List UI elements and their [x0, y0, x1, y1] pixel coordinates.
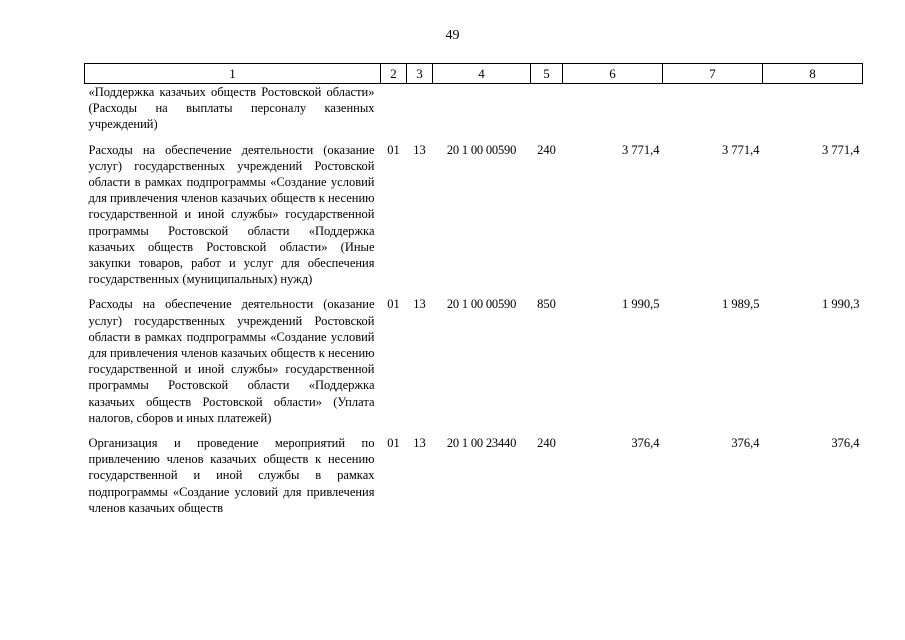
budget-table: [84, 63, 863, 516]
row-section: 01: [387, 297, 400, 312]
header-row: [85, 64, 863, 84]
row-expense-type: 240: [537, 142, 556, 157]
row-target-code: 20 1 00 00590: [446, 142, 517, 157]
table-row: [85, 142, 863, 297]
row-section: 01: [387, 436, 400, 451]
row-description: Расходы на обеспечение деятельности (оказание услуг) государственных учреждений Ростовской области в рамках подпрограммы «Создание условий для привлечения членов казачьих обществ к несению государственной и иной службы» государственной программы Ростовской области «Поддержка казачьих обществ Ростовской области» (Иные закупки товаров, работ и услуг для обеспечения государственных (муниципальных) нужд): [88, 142, 375, 287]
table-body: [85, 84, 863, 517]
header-col-2: 2: [381, 64, 407, 84]
table-row: [85, 296, 863, 435]
table-row: [85, 435, 863, 516]
row-amount-col8: 3 771,4: [822, 142, 860, 157]
row-expense-type: [531, 84, 563, 142]
row-amount-col7: [663, 84, 763, 142]
header-col-3: 3: [407, 64, 433, 84]
header-col-4: 4: [433, 64, 531, 84]
row-subsection: 13: [413, 436, 426, 451]
row-amount-col7: 1 989,5: [722, 297, 760, 312]
row-amount-col6: 1 990,5: [622, 297, 660, 312]
row-description: Организация и проведение мероприятий по привлечению членов казачьих обществ к несению государственной и иной службы в рамках подпрограммы «Создание условий для привлечения членов казачьих обществ: [88, 436, 375, 515]
row-amount-col7: 376,4: [731, 436, 760, 451]
row-section: [381, 84, 407, 142]
row-section: 01: [387, 142, 400, 157]
row-amount-col8: [763, 84, 863, 142]
header-col-6: 6: [563, 64, 663, 84]
page-number: 49: [445, 28, 460, 43]
table-header: [85, 64, 863, 84]
row-target-code: [433, 84, 531, 142]
row-expense-type: 240: [537, 436, 556, 451]
row-amount-col6: 3 771,4: [622, 142, 660, 157]
row-amount-col8: 1 990,3: [822, 297, 860, 312]
row-target-code: 20 1 00 00590: [446, 297, 517, 312]
header-col-5: 5: [531, 64, 563, 84]
row-amount-col6: [563, 84, 663, 142]
row-subsection: [407, 84, 433, 142]
table-row: [85, 84, 863, 142]
row-description: Расходы на обеспечение деятельности (оказание услуг) государственных учреждений Ростовской области в рамках подпрограммы «Создание условий для привлечения членов казачьих обществ к несению государственной и иной службы» государственной программы Ростовской области «Поддержка казачьих обществ Ростовской области» (Уплата налогов, сборов и иных платежей): [88, 297, 375, 425]
row-subsection: 13: [413, 297, 426, 312]
header-col-1: 1: [85, 64, 381, 84]
row-amount-col6: 376,4: [631, 436, 660, 451]
row-subsection: 13: [413, 142, 426, 157]
row-description: «Поддержка казачьих обществ Ростовской области» (Расходы на выплаты персоналу казенных учреждений): [88, 85, 375, 132]
header-col-7: 7: [663, 64, 763, 84]
header-col-8: 8: [763, 64, 863, 84]
row-amount-col7: 3 771,4: [722, 142, 760, 157]
row-amount-col8: 376,4: [831, 436, 860, 451]
row-target-code: 20 1 00 23440: [446, 436, 517, 451]
row-expense-type: 850: [537, 297, 556, 312]
